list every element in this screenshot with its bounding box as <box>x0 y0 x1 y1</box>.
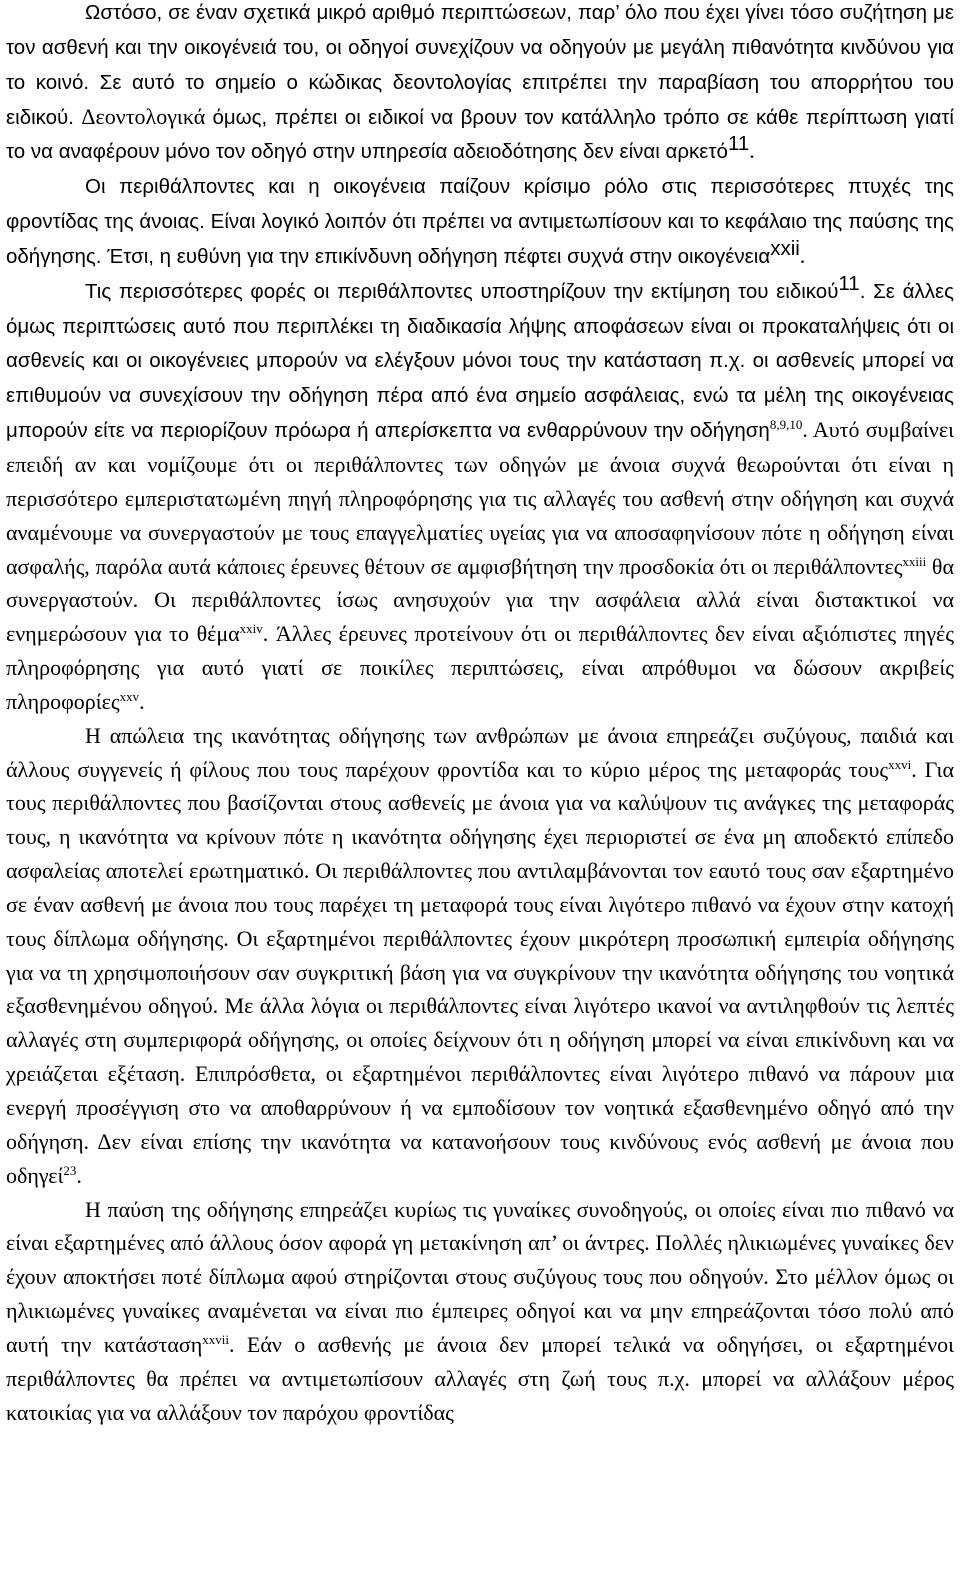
text-run: Η παύση της οδήγησης επηρεάζει κυρίως τις γυναίκες συνοδηγούς, οι οποίες είναι πιο πιθανό να είναι εξαρτημένες από άλλους όσον αφορά γη μετακίνηση απ’ οι άντρες. Πολλές ηλικιωμένες γυναίκες δεν έχουν αποκτήσει ποτέ δίπλωμα αφού στηρίζονται στους συζύγους τους που οδηγούν. Στο μέλλον όμως οι ηλικιωμένες γυναίκες αναμένεται να είναι πιο έμπειρες οδηγοί και να μην επηρεάζονται τόσο πολύ από αυτή την κατάσταση <box>6 1196 954 1357</box>
text-run: . Άλλες έρευνες προτείνουν ότι οι περιθάλποντες δεν είναι αξιόπιστες πηγές πληροφόρησης για αυτό γιατί σε ποικίλες περιπτώσεις, είναι απρόθυμοι να δώσουν ακριβείς πληροφορίες <box>6 621 954 714</box>
paragraph <box>6 1193 954 1430</box>
document-body <box>6 0 954 1429</box>
reference-superscript: xxiv <box>239 621 263 637</box>
text-run: Δεοντολογικά <box>81 103 213 129</box>
paragraph <box>6 271 954 719</box>
paragraph <box>6 169 954 274</box>
reference-superscript: 23 <box>63 1162 77 1178</box>
reference-superscript: xxv <box>119 688 140 704</box>
reference-superscript: 11 <box>838 271 860 295</box>
reference-superscript: 8,9,10 <box>769 417 803 433</box>
reference-superscript: xxvii <box>202 1331 229 1347</box>
text-run: . Εάν ο ασθενής με άνοια δεν μπορεί τελικά να οδηγήσει, οι εξαρτημένοι περιθάλποντες θα πρέπει να αντιμετωπίσουν αλλαγές στη ζωή τους π.χ. μπορεί να αλλάξουν μέρος κατοικίας για να αλλάξουν τον παρόχου φροντίδας <box>6 1331 954 1425</box>
reference-superscript: xxvi <box>888 756 912 772</box>
text-run: θα συνεργαστούν. Οι περιθάλποντες ίσως ανησυχούν για την ασφάλεια αλλά είναι διστακτικοί να ενημερώσουν για το θέμα <box>6 553 954 647</box>
text-run: όμως, πρέπει οι ειδικοί να βρουν τον κατάλληλο τρόπο σε κάθε περίπτωση γιατί το να αναφέρουν μόνο τον οδηγό στην υπηρεσία αδειοδότησης δεν είναι αρκετό <box>6 105 954 164</box>
paragraph <box>6 719 954 1193</box>
paragraph <box>6 0 954 169</box>
document-page <box>6 0 954 1429</box>
text-run: . <box>749 138 755 164</box>
text-run: . Για τους περιθάλποντες που βασίζονται στους ασθενείς με άνοια για να καλύψουν τις ανάγκες της μεταφοράς τους, η ικανότητα να κρίνουν πότε η ικανότητα οδήγησης έχει περιοριστεί σε ένα μη αποδεκτό επίπεδο ασφαλείας αποτελεί ερωτηματικό. Οι περιθάλποντες που αντιλαμβάνονται τον εαυτό τους σαν εξαρτημένο σε έναν ασθενή με άνοια που τους παρέχει τη μεταφορά τους είναι λιγότερο πιθανό να έχουν στην κατοχή τους δίπλωμα οδήγησης. Οι εξαρτημένοι περιθάλποντες έχουν μικρότερη προσωπική εμπειρία οδήγησης για να τη χρησιμοποιήσουν σαν συγκριτική βάση για να συγκρίνουν την ικανότητα οδήγησης του νοητικά εξασθενημένου οδηγού. Με άλλα λόγια οι περιθάλποντες είναι λιγότερο ικανοί να αντιληφθούν τις λεπτές αλλαγές στη συμπεριφορά οδήγησης, οι οποίες δείχνουν ότι η οδήγηση μπορεί να είναι επικίνδυνη και να χρειάζεται εξέταση. Επιπρόσθετα, οι εξαρτημένοι περιθάλποντες είναι λιγότερο πιθανό να πάρουν μια ενεργή προσέγγιση στο να αποθαρρύνουν ή να εμποδίσουν τον νοητικά εξασθενημένο οδηγό από την οδήγηση. Δεν είναι επίσης την ικανότητα να κατανοήσουν τους κινδύνους ενός ασθενή με άνοια που οδηγεί <box>6 756 954 1188</box>
reference-superscript: xxii <box>770 236 800 260</box>
text-run: . <box>139 688 145 714</box>
text-run: Οι περιθάλποντες και η οικογένεια παίζουν κρίσιμο ρόλο στις περισσότερες πτυχές της φροντίδας της άνοιας. Είναι λογικό λοιπόν ότι πρέπει να αντιμετωπίσουν και το κεφάλαιο της παύσης της οδήγησης. Έτσι, η ευθύνη για την επικίνδυνη οδήγηση πέφτει συχνά στην οικογένεια <box>6 175 954 268</box>
text-run: Τις περισσότερες φορές οι περιθάλποντες υποστηρίζουν την εκτίμηση του ειδικού <box>85 279 839 303</box>
reference-superscript: 11 <box>727 132 750 156</box>
reference-superscript: xxiii <box>902 553 927 569</box>
text-run: Ωστόσο, σε έναν σχετικά μικρό αριθμό περιπτώσεων, παρ’ όλο που έχει γίνει τόσο συζήτηση με τον ασθενή και την οικογένειά του, οι οδηγοί συνεχίζουν να οδηγούν με μεγάλη πιθανότητα κινδύνου για το κοινό. Σε αυτό το σημείο ο κώδικας δεοντολογίας επιτρέπει την παραβίαση του απορρήτου του ειδικού. <box>6 1 954 129</box>
text-run: . <box>76 1162 82 1188</box>
text-run: . Σε άλλες όμως περιπτώσεις αυτό που περιπλέκει τη διαδικασία λήψης αποφάσεων είναι οι προκαταλήψεις ότι οι ασθενείς και οι οικογένειες μπορούν να ελέγξουν μόνοι τους την κατάσταση π.χ. οι ασθενείς μπορεί να επιθυμούν να συνεχίσουν την οδήγηση πέρα από ένα σημείο ασφάλειας, ενώ τα μέλη της οικογένειας μπορούν είτε να περιορίζουν πρόωρα ή απερίσκεπτα να ενθαρρύνουν την οδήγηση <box>6 279 954 443</box>
text-run: . <box>799 242 806 268</box>
text-run: . Αυτό συμβαίνει επειδή αν και νομίζουμε ότι οι περιθάλποντες των οδηγών με άνοια συχνά θεωρούνται ότι είναι η περισσότερο εμπεριστατωμένη πηγή πληροφόρησης για τις αλλαγές του ασθενή στην οδήγηση και συχνά αναμένουμε να συνεργαστούν με τους επαγγελματίες υγείας για να αποσαφηνίσουν πότε η οδήγηση είναι ασφαλής, παρόλα αυτά κάποιες έρευνες θέτουν σε αμφισβήτηση την προσδοκία ότι οι περιθάλποντες <box>6 417 954 579</box>
text-run: Η απώλεια της ικανότητας οδήγησης των ανθρώπων με άνοια επηρεάζει συζύγους, παιδιά και άλλους συγγενείς ή φίλους που τους παρέχουν φροντίδα και το κύριο μέρος της μεταφοράς τους <box>6 722 954 782</box>
